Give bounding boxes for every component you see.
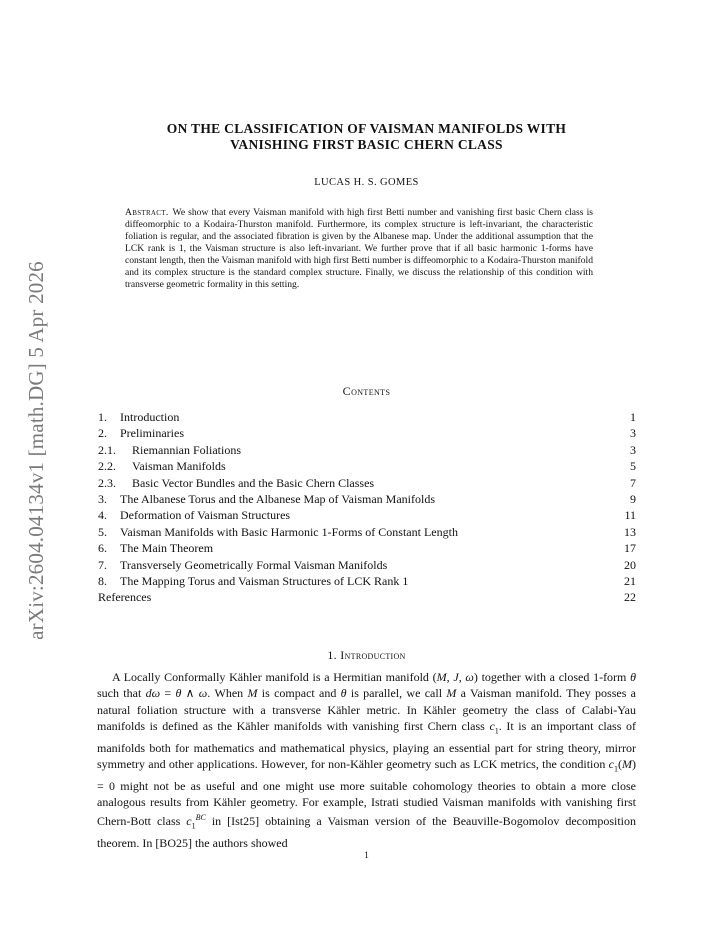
toc-entry-number: 4. — [98, 508, 107, 523]
toc-entry[interactable] — [98, 557, 636, 573]
title-line-1: ON THE CLASSIFICATION OF VAISMAN MANIFOLDS WITH — [166, 121, 567, 136]
table-of-contents — [98, 409, 636, 606]
toc-entry-page: 21 — [624, 573, 636, 588]
toc-entry-number: 5. — [98, 524, 107, 539]
toc-entry-label: Vaisman Manifolds — [132, 459, 226, 474]
toc-entry[interactable] — [98, 409, 636, 425]
toc-entry-number: 3. — [98, 491, 107, 506]
toc-entry-page: 1 — [630, 410, 636, 424]
toc-entry-page: 7 — [630, 475, 636, 490]
section-title: Introduction — [340, 648, 406, 662]
toc-entry-page: 20 — [624, 557, 636, 572]
title-line-2: VANISHING FIRST BASIC CHERN CLASS — [230, 137, 503, 152]
introduction-paragraph: A Locally Conformally Kähler manifold is a Hermitian manifold (M, J, ω) together with a closed 1-form θ such that dω = θ ∧ ω. When M is compact and θ is parallel, we call M a Vaisman manifold. They posses a natural foliation structure with a transverse Kähler metric. In Kähler geometry the class of Calabi-Yau manifolds is defined as the Kähler manifolds with vanishing first Chern class $c_1$. It is an important class of manifolds both for mathematics and mathematical physics, playing an essential part for string theory, mirror symmetry and other applications. However, for non-Kähler geometry such as LCK metrics, the condition $c_1(M) = 0$ might not be as useful and one might use more suitable cohomology theories to obtain a more close analogous results from Kähler geometry. For example, Istrati studied Vaisman manifolds with vanishing first Chern-Bott class $c_1^{BC}$ in [Ist25] obtaining a Vaisman version of the Beauville-Bogomolov decomposition theorem. In [BO25] the authors showed — [97, 670, 637, 850]
toc-entry-page: 22 — [624, 590, 636, 605]
section-heading-introduction — [97, 648, 636, 663]
page-number: 1 — [364, 851, 369, 861]
abstract-label: Abstract. — [125, 207, 169, 218]
toc-entry[interactable] — [98, 442, 636, 458]
toc-entry-label: The Albanese Torus and the Albanese Map of Vaisman Manifolds — [120, 491, 435, 506]
arxiv-identifier-stamp — [18, 250, 54, 650]
toc-entry-number: 2. — [98, 426, 107, 441]
toc-entry-page: 5 — [630, 459, 636, 474]
toc-entry-label: Deformation of Vaisman Structures — [120, 508, 291, 523]
arxiv-identifier-text: arXiv:2604.04134v1 [math.DG] 5 Apr 2026 — [23, 260, 48, 640]
abstract-text: We show that every Vaisman manifold with high first Betti number and vanishing first basic Chern class is diffeomorphic to a Kodaira-Thurston manifold. Furthermore, its complex structure is left-invariant, the characteristic foliation is regular, and the associated fibration is given by the Albanese map. Under the additional assumption that the LCK rank is 1, the Vaisman structure is also left-invariant. We further prove that if all basic harmonic 1-forms have constant length, then the Vaisman manifold with high first Betti number is diffeomorphic to a Kodaira-Thurston manifold and its complex structure is the standard complex structure. Finally, we discuss the relationship of this condition with transverse geometric formality in this setting. — [125, 207, 593, 290]
toc-entry-number: 2.3. — [98, 475, 116, 490]
toc-entry[interactable] — [98, 524, 636, 540]
toc-entry-label: Riemannian Foliations — [132, 442, 241, 457]
toc-entry-page: 17 — [624, 541, 636, 556]
toc-entry-page: 3 — [630, 442, 636, 457]
toc-entry-number: 2.2. — [98, 459, 116, 474]
toc-entry-label: References — [98, 590, 152, 605]
contents-heading: Contents — [342, 384, 391, 398]
toc-entry-number: 1. — [98, 410, 107, 424]
toc-entry-label: Preliminaries — [120, 426, 184, 441]
toc-entry-page: 3 — [630, 426, 636, 441]
introduction-body — [97, 669, 636, 851]
toc-entry-label: Transversely Geometrically Formal Vaisman Manifolds — [120, 557, 388, 572]
toc-entry-label: The Main Theorem — [120, 541, 214, 556]
toc-entry-number: 8. — [98, 573, 107, 588]
toc-entry-page: 11 — [624, 508, 636, 523]
toc-entry-label: The Mapping Torus and Vaisman Structures of LCK Rank 1 — [120, 573, 409, 588]
toc-entry-label: Introduction — [120, 410, 180, 424]
toc-entry-number: 2.1. — [98, 442, 116, 457]
toc-entry[interactable] — [98, 540, 636, 556]
toc-entry-page: 13 — [624, 524, 636, 539]
toc-entry-page: 9 — [630, 491, 636, 506]
toc-entry[interactable] — [98, 589, 636, 605]
toc-entry[interactable] — [98, 475, 636, 491]
toc-entry-number: 7. — [98, 557, 107, 572]
toc-entry-label: Basic Vector Bundles and the Basic Chern Classes — [132, 475, 375, 490]
paper-title — [97, 121, 636, 153]
author-name: LUCAS H. S. GOMES — [314, 177, 419, 188]
abstract — [125, 207, 593, 291]
toc-entry[interactable] — [98, 507, 636, 523]
toc-entry-number: 6. — [98, 541, 107, 556]
toc-entry[interactable] — [98, 458, 636, 474]
section-number: 1. — [327, 648, 337, 662]
toc-entry[interactable] — [98, 491, 636, 507]
toc-entry[interactable] — [98, 573, 636, 589]
toc-entry[interactable] — [98, 425, 636, 441]
toc-entry-label: Vaisman Manifolds with Basic Harmonic 1-Forms of Constant Length — [120, 524, 458, 539]
